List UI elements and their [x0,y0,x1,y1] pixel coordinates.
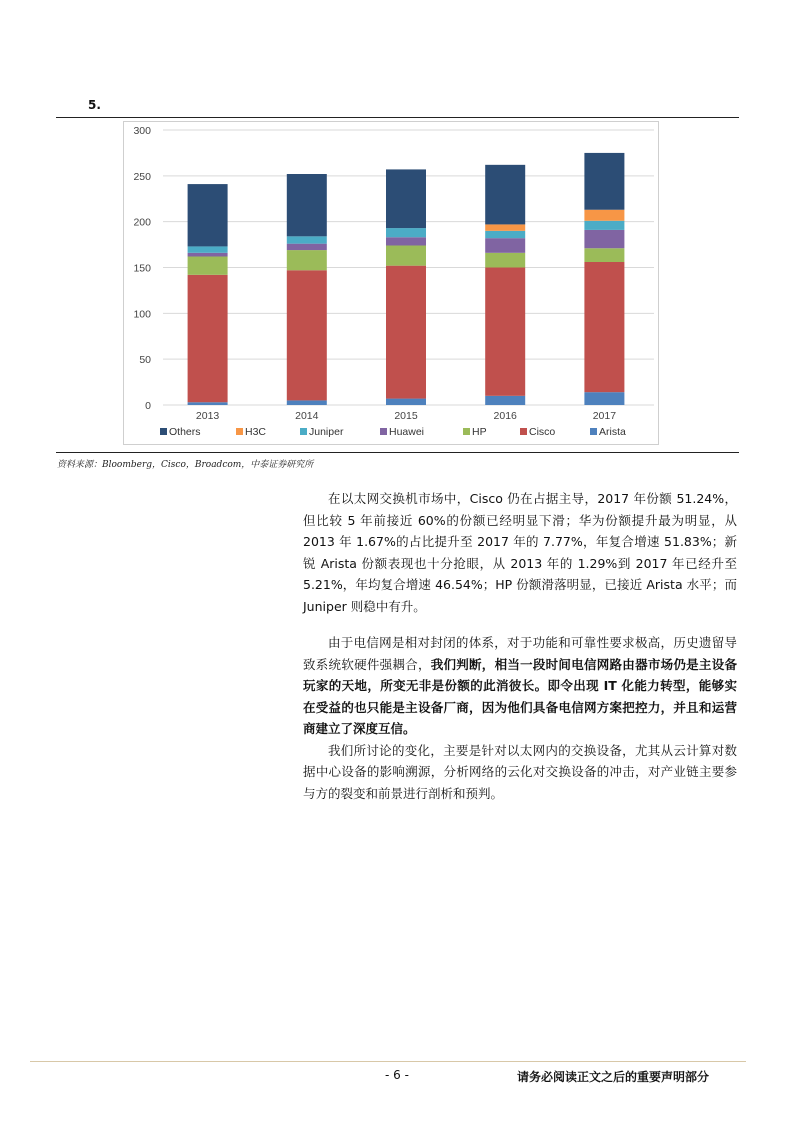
bar-segment-cisco-2015 [386,266,426,399]
stacked-bar-chart [123,121,659,445]
legend-swatch-huawei [380,428,387,435]
y-tick-label: 150 [133,262,151,275]
bar-segment-huawei-2017 [584,230,624,248]
legend-label-h3c: H3C [245,426,267,438]
bar-segment-hp-2015 [386,246,426,266]
source-note: 资料来源：Bloomberg，Cisco，Broadcom，中泰证券研究所 [57,460,314,470]
bar-segment-hp-2016 [485,253,525,268]
bar-segment-h3c-2016 [485,224,525,230]
bar-segment-hp-2013 [188,257,228,275]
legend-swatch-cisco [520,428,527,435]
figure-label: 5. [88,98,101,112]
legend-label-juniper: Juniper [309,426,344,438]
bar-segment-hp-2014 [287,250,327,270]
legend-label-cisco: Cisco [529,426,556,438]
legend-swatch-others [160,428,167,435]
bar-segment-huawei-2013 [188,253,228,257]
paragraph-2-bold: 我们判断，相当一段时间电信网路由器市场仍是主设备玩家的天地，所变无非是份额的此消彼长。即令出现 IT 化能力转型，能够实在受益的也只能是主设备厂商，因为他们具备电信网方案把控力，并且和运营商建立了深度互信。 [303,656,737,736]
bar-segment-cisco-2017 [584,262,624,392]
bar-segment-juniper-2017 [584,221,624,230]
y-tick-label: 100 [133,308,151,321]
bar-segment-juniper-2015 [386,228,426,237]
bar-segment-huawei-2014 [287,244,327,250]
bar-segment-arista-2017 [584,392,624,405]
bar-segment-others-2016 [485,165,525,225]
x-tick-label: 2017 [592,410,617,422]
paragraph-3-text: 我们所讨论的变化，主要是针对以太网内的交换设备，尤其从云计算对数据中心设备的影响溯源，分析网络的云化对交换设备的冲击，对产业链主要参与方的裂变和前景进行剖析和预判。 [303,742,737,801]
paragraph-2-text [303,632,737,740]
paragraph-2-normal: 由于电信网是相对封闭的体系，对于功能和可靠性要求极高，历史遗留导致系统软硬件强耦合， [303,635,737,672]
bar-segment-h3c-2017 [584,210,624,221]
bar-segment-arista-2014 [287,400,327,405]
bar-segment-others-2017 [584,153,624,210]
legend-label-others: Others [169,426,201,438]
legend-label-hp: HP [472,426,487,438]
bar-segment-juniper-2016 [485,231,525,238]
bar-segment-hp-2017 [584,248,624,262]
bar-segment-huawei-2016 [485,238,525,253]
bar-segment-others-2013 [188,184,228,246]
legend-swatch-h3c [236,428,243,435]
x-tick-label: 2014 [295,410,319,422]
x-tick-label: 2013 [195,410,220,422]
y-tick-label: 200 [133,216,151,229]
top-rule [56,117,739,118]
paragraph-1-text: 在以太网交换机市场中，Cisco 仍在占据主导，2017 年份额 51.24%，但比较 5 年前接近 60%的份额已经明显下滑；华为份额提升最为明显，从 2013 年 1.67%的占比提升至 2017 年的 7.77%，年复合增速 51.83%；新锐 Arista 份额表现也十分抢眼，从 2013 年的 1.29%到 2017 年已经升至 5.21%，年均复合增速 46.54%；HP 份额滑落明显，已接近 Arista 水平；而 Juniper 则稳中有升。 [303,491,737,614]
bar-segment-juniper-2014 [287,236,327,243]
paragraph-2 [303,632,737,804]
legend-swatch-hp [463,428,470,435]
bar-segment-cisco-2016 [485,268,525,396]
y-tick-label: 300 [133,125,151,137]
bar-segment-others-2015 [386,169,426,228]
bar-segment-juniper-2013 [188,246,228,252]
legend-label-arista: Arista [599,426,626,438]
x-tick-label: 2015 [394,410,418,422]
footer-rule [30,1061,746,1062]
bar-segment-arista-2016 [485,396,525,405]
bar-segment-cisco-2014 [287,270,327,400]
legend-label-huawei: Huawei [389,426,425,438]
bottom-rule [56,452,739,453]
y-tick-label: 50 [139,354,151,367]
x-tick-label: 2016 [493,410,517,422]
paragraph-1 [303,488,737,617]
legend-swatch-arista [590,428,597,435]
bar-segment-cisco-2013 [188,275,228,402]
chart-svg [124,122,658,444]
bar-segment-huawei-2015 [386,237,426,245]
legend-swatch-juniper [300,428,307,435]
y-tick-label: 0 [145,400,151,412]
footer-disclaimer: 请务必阅读正文之后的重要声明部分 [517,1070,710,1084]
bar-segment-arista-2013 [188,402,228,405]
page-number: - 6 - [385,1068,409,1082]
bar-segment-arista-2015 [386,399,426,405]
bar-segment-others-2014 [287,174,327,236]
y-tick-label: 250 [133,170,151,183]
